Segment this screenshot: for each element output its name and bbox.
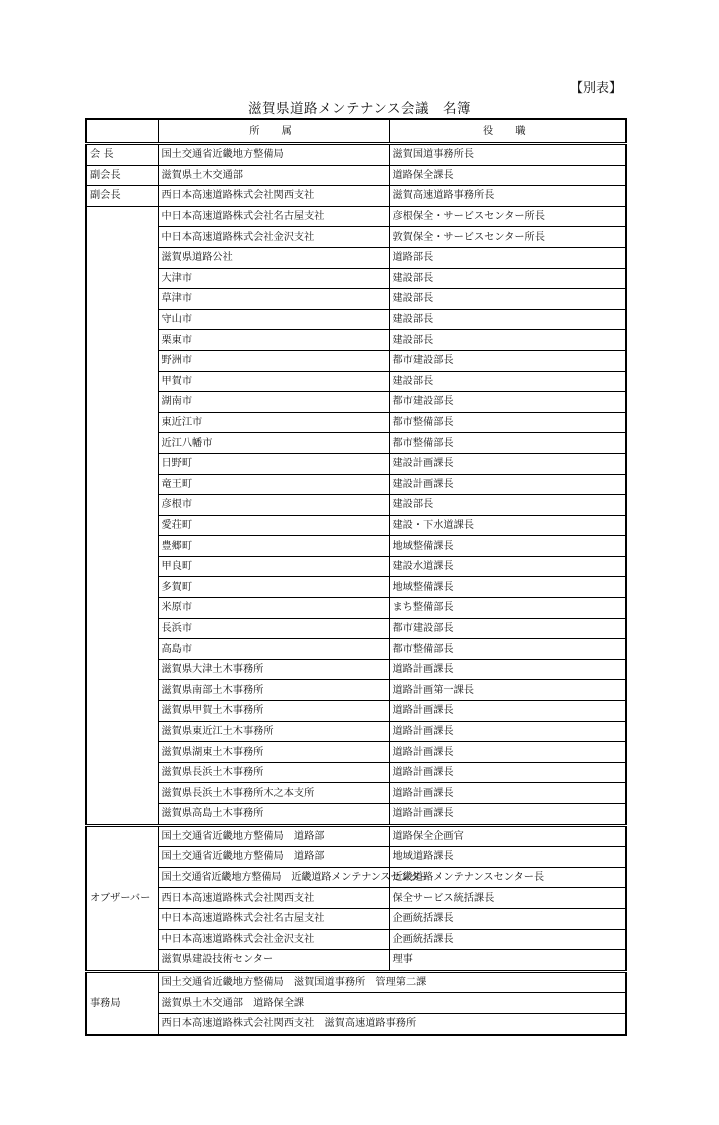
- affiliation-cell: 豊郷町: [158, 536, 389, 557]
- position-cell: 都市整備部長: [389, 412, 626, 433]
- position-cell: 道路計画課長: [389, 659, 626, 680]
- position-cell: 建設部長: [389, 371, 626, 392]
- affiliation-cell: 甲良町: [158, 556, 389, 577]
- affiliation-cell: 滋賀県道路公社: [158, 247, 389, 268]
- table-row: [86, 762, 626, 783]
- table-row: [86, 289, 626, 310]
- position-cell: 企画統括課長: [389, 929, 626, 950]
- secretariat-cell: 国土交通省近畿地方整備局 滋賀国道事務所 管理第二課: [158, 971, 626, 993]
- affiliation-cell: 滋賀県長浜土木事務所: [158, 762, 389, 783]
- table-row: [86, 929, 626, 950]
- affiliation-cell: 滋賀県東近江土木事務所: [158, 721, 389, 742]
- document-title: 滋賀県道路メンテナンス会議 名簿: [248, 101, 471, 117]
- affiliation-cell: 高島市: [158, 639, 389, 660]
- table-row: [86, 556, 626, 577]
- position-cell: 建設・下水道課長: [389, 515, 626, 536]
- affiliation-cell: 国土交通省近畿地方整備局 道路部: [158, 847, 389, 868]
- table-row: [86, 993, 626, 1014]
- position-cell: 彦根保全・サービスセンター所長: [389, 206, 626, 227]
- table-row: [86, 971, 626, 993]
- table-row: [86, 680, 626, 701]
- affiliation-cell: 滋賀県土木交通部: [158, 165, 389, 186]
- table-row: [86, 598, 626, 619]
- position-cell: 滋賀高速道路事務所長: [389, 186, 626, 207]
- position-cell: 建設部長: [389, 289, 626, 310]
- position-cell: 地域道路課長: [389, 847, 626, 868]
- position-cell: 道路計画課長: [389, 762, 626, 783]
- annex-tag: 【別表】: [569, 81, 622, 96]
- affiliation-cell: 野洲市: [158, 350, 389, 371]
- table-row: [86, 908, 626, 929]
- role-header: [86, 119, 158, 144]
- affiliation-cell: 彦根市: [158, 495, 389, 516]
- affiliation-cell: 東近江市: [158, 412, 389, 433]
- observer-role-cell: オブザーバー: [86, 825, 158, 971]
- table-row: [86, 268, 626, 289]
- table-row: [86, 350, 626, 371]
- position-cell: 建設計画課長: [389, 453, 626, 474]
- affiliation-cell: 滋賀県長浜土木事務所木之本支所: [158, 783, 389, 804]
- table-row: [86, 227, 626, 248]
- position-cell: 道路部長: [389, 247, 626, 268]
- position-cell: 建設部長: [389, 309, 626, 330]
- table-row: [86, 783, 626, 804]
- position-cell: 道路計画課長: [389, 721, 626, 742]
- table-row: [86, 165, 626, 186]
- table-row: [86, 330, 626, 351]
- affiliation-cell: 滋賀県南部土木事務所: [158, 680, 389, 701]
- affiliation-cell: 米原市: [158, 598, 389, 619]
- affiliation-cell: 甲賀市: [158, 371, 389, 392]
- table-row: [86, 618, 626, 639]
- affiliation-cell: 近江八幡市: [158, 433, 389, 454]
- affiliation-cell: 中日本高速道路株式会社名古屋支社: [158, 908, 389, 929]
- position-cell: 建設計画課長: [389, 474, 626, 495]
- affiliation-cell: 竜王町: [158, 474, 389, 495]
- affiliation-cell: 中日本高速道路株式会社金沢支社: [158, 227, 389, 248]
- position-cell: 道路計画課長: [389, 804, 626, 826]
- member-table-body: [86, 144, 626, 1035]
- table-row: [86, 412, 626, 433]
- table-row: [86, 536, 626, 557]
- table-row: [86, 433, 626, 454]
- position-header: 役 職: [389, 119, 626, 144]
- position-cell: 都市建設部長: [389, 350, 626, 371]
- table-row: [86, 495, 626, 516]
- table-row: [86, 804, 626, 826]
- position-cell: 道路計画課長: [389, 742, 626, 763]
- table-row: [86, 309, 626, 330]
- affiliation-cell: 栗東市: [158, 330, 389, 351]
- affiliation-cell: 草津市: [158, 289, 389, 310]
- table-row: [86, 577, 626, 598]
- position-cell: 理事: [389, 950, 626, 972]
- position-cell: 都市建設部長: [389, 392, 626, 413]
- position-cell: 建設部長: [389, 495, 626, 516]
- position-cell: 保全サービス統括課長: [389, 888, 626, 909]
- table-row: [86, 515, 626, 536]
- position-cell: 建設部長: [389, 330, 626, 351]
- affiliation-cell: 滋賀県建設技術センター: [158, 950, 389, 972]
- table-row: [86, 742, 626, 763]
- position-cell: 都市整備部長: [389, 639, 626, 660]
- secretariat-cell: 西日本高速道路株式会社関西支社 滋賀高速道路事務所: [158, 1013, 626, 1034]
- table-row: [86, 453, 626, 474]
- table-row: [86, 659, 626, 680]
- table-row: [86, 247, 626, 268]
- affiliation-cell: 西日本高速道路株式会社関西支社: [158, 186, 389, 207]
- position-cell: 道路計画第一課長: [389, 680, 626, 701]
- affiliation-cell: 国土交通省近畿地方整備局 近畿道路メンテナンスセンター: [158, 867, 389, 888]
- position-cell: 近畿道路メンテナンスセンター長: [389, 867, 626, 888]
- table-row: [86, 639, 626, 660]
- position-cell: 滋賀国道事務所長: [389, 144, 626, 166]
- affiliation-cell: 国土交通省近畿地方整備局 道路部: [158, 825, 389, 847]
- role-cell: 会 長: [86, 144, 158, 166]
- table-row: [86, 144, 626, 166]
- position-cell: 建設水道課長: [389, 556, 626, 577]
- affiliation-cell: 滋賀県湖東土木事務所: [158, 742, 389, 763]
- table-row: [86, 371, 626, 392]
- position-cell: 道路保全企画官: [389, 825, 626, 847]
- position-cell: 道路保全課長: [389, 165, 626, 186]
- affiliation-cell: 中日本高速道路株式会社金沢支社: [158, 929, 389, 950]
- table-row: [86, 206, 626, 227]
- table-row: [86, 867, 626, 888]
- affiliation-cell: 守山市: [158, 309, 389, 330]
- affiliation-cell: 大津市: [158, 268, 389, 289]
- affiliation-cell: 滋賀県甲賀土木事務所: [158, 701, 389, 722]
- role-cell-blank: [86, 206, 158, 825]
- secretariat-cell: 滋賀県土木交通部 道路保全課: [158, 993, 626, 1014]
- affiliation-cell: 愛荘町: [158, 515, 389, 536]
- affiliation-cell: 滋賀県大津土木事務所: [158, 659, 389, 680]
- position-cell: 都市整備部長: [389, 433, 626, 454]
- table-row: [86, 474, 626, 495]
- table-row: [86, 847, 626, 868]
- affiliation-cell: 湖南市: [158, 392, 389, 413]
- table-row: [86, 186, 626, 207]
- position-cell: 敦賀保全・サービスセンター所長: [389, 227, 626, 248]
- affiliation-header: 所 属: [158, 119, 389, 144]
- table-header-row: [86, 119, 626, 144]
- position-cell: 企画統括課長: [389, 908, 626, 929]
- position-cell: 都市建設部長: [389, 618, 626, 639]
- position-cell: まち整備部長: [389, 598, 626, 619]
- table-row: [86, 701, 626, 722]
- position-cell: 地域整備課長: [389, 577, 626, 598]
- table-row: [86, 392, 626, 413]
- position-cell: 建設部長: [389, 268, 626, 289]
- affiliation-cell: 西日本高速道路株式会社関西支社: [158, 888, 389, 909]
- affiliation-cell: 長浜市: [158, 618, 389, 639]
- table-row: [86, 950, 626, 972]
- table-row: [86, 721, 626, 742]
- member-table: [85, 118, 627, 1036]
- table-row: [86, 825, 626, 847]
- table-row: [86, 888, 626, 909]
- affiliation-cell: 中日本高速道路株式会社名古屋支社: [158, 206, 389, 227]
- position-cell: 道路計画課長: [389, 701, 626, 722]
- affiliation-cell: 日野町: [158, 453, 389, 474]
- role-cell: 副会長: [86, 165, 158, 186]
- affiliation-cell: 滋賀県高島土木事務所: [158, 804, 389, 826]
- position-cell: 地域整備課長: [389, 536, 626, 557]
- position-cell: 道路計画課長: [389, 783, 626, 804]
- affiliation-cell: 多賀町: [158, 577, 389, 598]
- affiliation-cell: 国土交通省近畿地方整備局: [158, 144, 389, 166]
- secretariat-role-cell: 事務局: [86, 971, 158, 1034]
- table-row: [86, 1013, 626, 1034]
- role-cell: 副会長: [86, 186, 158, 207]
